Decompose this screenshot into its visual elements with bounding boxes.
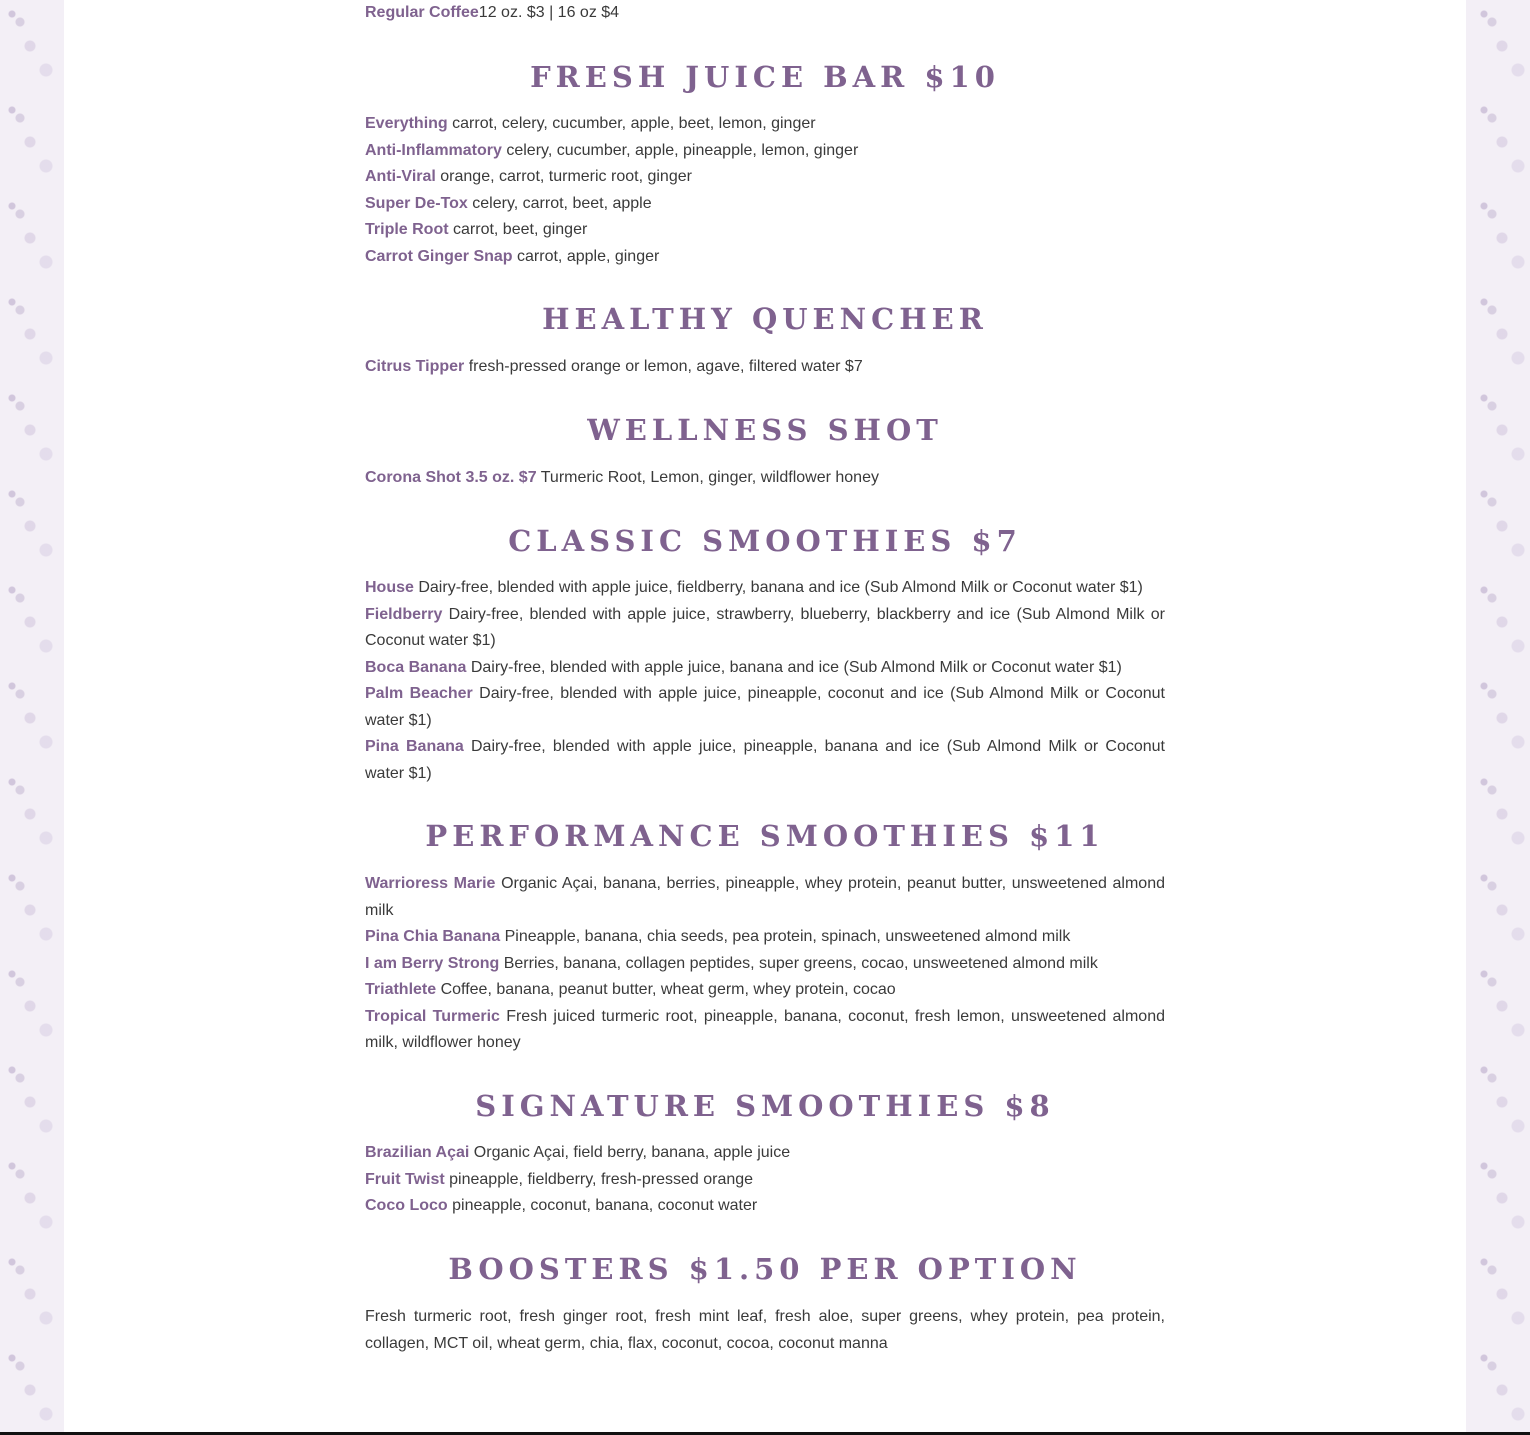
section-heading-performance-smoothies: PERFORMANCE SMOOTHIES $11	[425, 819, 1105, 853]
menu-item-desc: carrot, celery, cucumber, apple, beet, lemon, ginger	[447, 115, 816, 132]
menu-item-desc: pineapple, coconut, banana, coconut water	[447, 1197, 758, 1214]
menu-item	[365, 138, 1165, 165]
menu-item-desc: Dairy-free, blended with apple juice, pineapple, coconut and ice (Sub Almond Milk or Coconut water $1)	[365, 685, 1165, 729]
menu-item	[365, 354, 1165, 381]
section-healthy-quencher	[365, 354, 1165, 381]
menu-item-name: Warrioress Marie	[365, 875, 496, 892]
menu-item-name: Regular Coffee	[365, 4, 479, 21]
menu-item-desc: Dairy-free, blended with apple juice, pineapple, banana and ice (Sub Almond Milk or Coconut water $1)	[365, 738, 1166, 782]
section-heading-boosters: BOOSTERS $1.50 PER OPTION	[448, 1252, 1082, 1286]
menu-item	[365, 575, 1165, 602]
menu-item-desc: pineapple, fieldberry, fresh-pressed orange	[444, 1170, 754, 1188]
menu-item-name: Pina Banana	[365, 738, 464, 755]
menu-item	[365, 951, 1165, 978]
menu-item-desc: Organic Açai, field berry, banana, apple juice	[469, 1144, 791, 1161]
menu-item	[365, 734, 1165, 787]
menu-item-desc: Dairy-free, blended with apple juice, banana and ice (Sub Almond Milk or Coconut water $1)	[466, 658, 1122, 676]
menu-item-name: Pina Chia Banana	[365, 928, 501, 945]
menu-item	[365, 164, 1165, 191]
menu-item-name: I am Berry Strong	[365, 954, 500, 972]
menu-item	[365, 977, 1165, 1004]
menu-item	[365, 655, 1165, 682]
menu-item-desc: Pineapple, banana, chia seeds, pea protein, spinach, unsweetened almond milk	[500, 928, 1071, 945]
menu-item-name: House	[365, 579, 414, 596]
menu-item-name: Carrot Ginger Snap	[365, 247, 513, 265]
menu-item	[365, 1004, 1165, 1057]
menu-item-name: Brazilian Açai	[365, 1144, 470, 1161]
section-boosters	[365, 1304, 1165, 1357]
menu-item-name: Corona Shot 3.5 oz. $7	[365, 469, 537, 486]
section-heading-wellness-shot: WELLNESS SHOT	[587, 413, 943, 447]
section-heading-healthy-quencher: HEALTHY QUENCHER	[542, 302, 988, 336]
menu-item	[365, 1140, 1165, 1167]
menu-item-name: Tropical Turmeric	[365, 1007, 500, 1025]
menu-item-desc: 12 oz. $3 | 16 oz $4	[478, 4, 620, 21]
menu-item-name: Everything	[365, 115, 448, 132]
menu-item-desc: Coffee, banana, peanut butter, wheat germ, whey protein, cocao	[436, 981, 896, 998]
menu-item-desc: celery, cucumber, apple, pineapple, lemon, ginger	[501, 141, 859, 159]
section-wellness-shot	[365, 465, 1165, 492]
section-performance-smoothies	[365, 871, 1165, 1057]
menu-item-desc: Turmeric Root, Lemon, ginger, wildflower honey	[536, 469, 879, 486]
section-classic-smoothies	[365, 575, 1165, 787]
menu-item-desc: carrot, beet, ginger	[448, 221, 588, 238]
menu-item-regular-coffee	[365, 0, 1165, 27]
menu-item	[365, 111, 1165, 138]
menu-item-name: Citrus Tipper	[365, 358, 465, 375]
menu-item	[365, 871, 1165, 924]
section-signature-smoothies	[365, 1140, 1165, 1220]
menu-item	[365, 244, 1165, 271]
menu-page	[64, 0, 1466, 1432]
menu-item-name: Anti-Viral	[365, 168, 436, 185]
menu-item-name: Fieldberry	[365, 605, 443, 623]
menu-item-name: Coco Loco	[365, 1197, 448, 1214]
menu-item	[365, 191, 1165, 218]
menu-item-name: Boca Banana	[365, 658, 467, 676]
menu-item-desc: orange, carrot, turmeric root, ginger	[435, 168, 692, 185]
menu-item-name: Triathlete	[365, 981, 437, 998]
menu-item-name: Palm Beacher	[365, 685, 473, 702]
menu-item	[365, 602, 1165, 655]
menu-item	[365, 1193, 1165, 1220]
menu-item-name: Fruit Twist	[365, 1170, 445, 1188]
menu-item-name: Super De-Tox	[365, 194, 468, 212]
menu-item-desc: Organic Açai, banana, berries, pineapple, whey protein, peanut butter, unsweetened almond milk	[365, 875, 1165, 919]
menu-item-desc: Dairy-free, blended with apple juice, fieldberry, banana and ice (Sub Almond Milk or Coconut water $1)	[413, 579, 1143, 596]
menu-item	[365, 465, 1165, 492]
menu-item	[365, 1167, 1165, 1194]
menu-item-name: Anti-Inflammatory	[365, 141, 502, 159]
section-heading-signature-smoothies: SIGNATURE SMOOTHIES $8	[475, 1089, 1055, 1123]
menu-item-desc: fresh-pressed orange or lemon, agave, filtered water $7	[464, 358, 863, 375]
menu-item	[365, 217, 1165, 244]
section-heading-fresh-juice-bar: FRESH JUICE BAR $10	[530, 60, 1000, 94]
boosters-list: Fresh turmeric root, fresh ginger root, fresh mint leaf, fresh aloe, super greens, whey protein, pea protein, collagen, MCT oil, wheat germ, chia, flax, coconut, cocoa, coconut manna	[365, 1308, 1165, 1352]
menu-item-desc: carrot, apple, ginger	[512, 247, 660, 265]
menu-item-desc: celery, carrot, beet, apple	[467, 194, 652, 212]
section-heading-classic-smoothies: CLASSIC SMOOTHIES $7	[508, 524, 1022, 558]
menu-item-desc: Fresh juiced turmeric root, pineapple, banana, coconut, fresh lemon, unsweetened almond milk, wildflower honey	[365, 1007, 1165, 1051]
section-fresh-juice-bar	[365, 111, 1165, 270]
menu-item	[365, 924, 1165, 951]
menu-item-desc: Dairy-free, blended with apple juice, strawberry, blueberry, blackberry and ice (Sub Almond Milk or Coconut water $1)	[365, 605, 1165, 649]
menu-item-desc: Berries, banana, collagen peptides, super greens, cocao, unsweetened almond milk	[499, 954, 1098, 972]
menu-item	[365, 681, 1165, 734]
menu-item-name: Triple Root	[365, 221, 449, 238]
